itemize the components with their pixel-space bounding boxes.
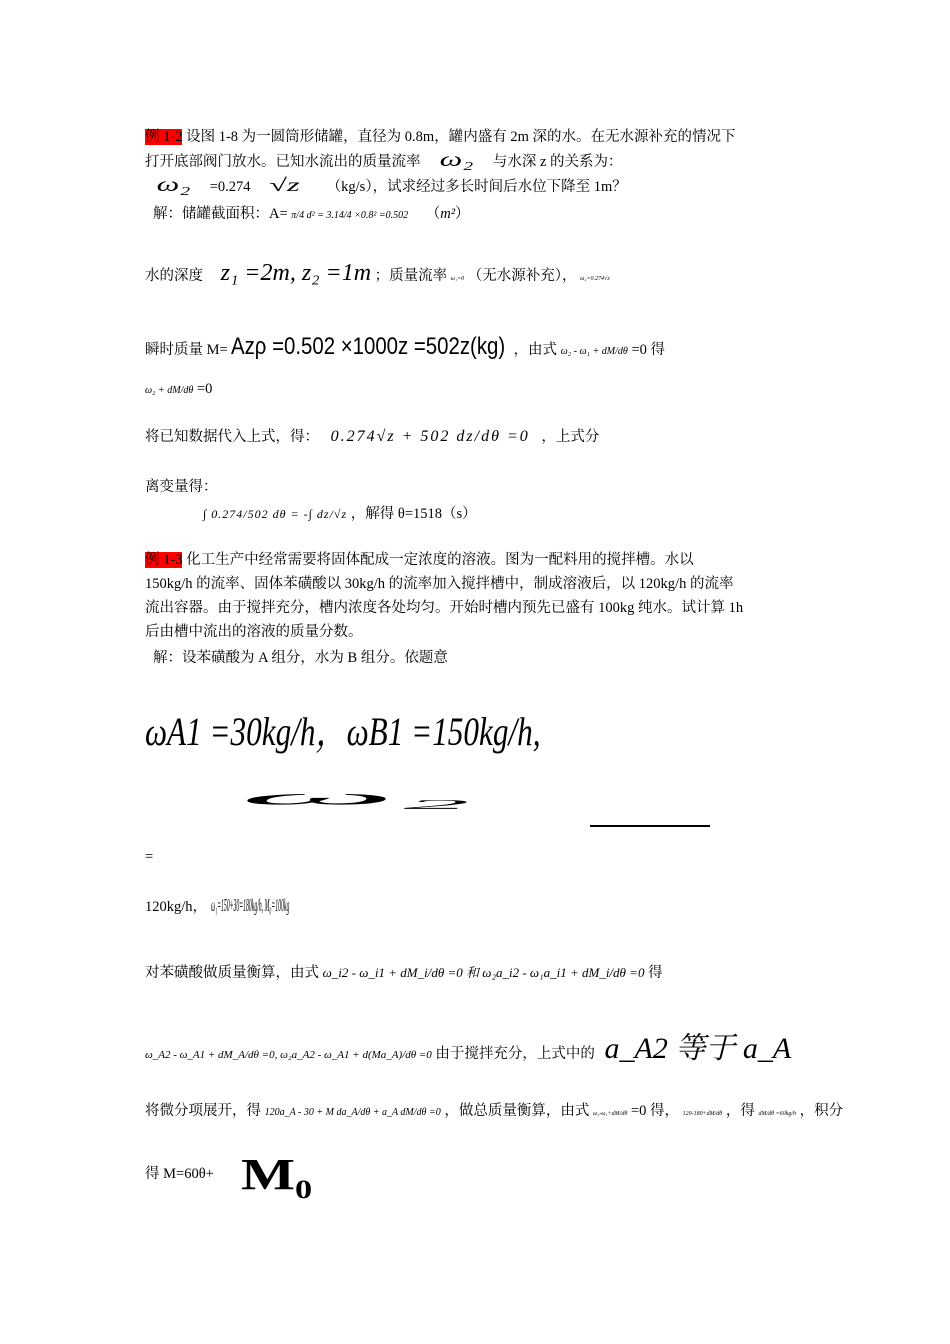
ex12-line6 (145, 333, 665, 363)
solution-text: 解：储罐截面积：A= (153, 206, 288, 222)
ex12-text: （kg/s），试求经过多长时间后水位下降至 1m？ (326, 179, 627, 195)
mass-label: 瞬时质量 M= (145, 342, 228, 358)
mass-small-eq: ω₂ - ω₁ + dM/dθ (560, 346, 628, 357)
ex13-flow-row (145, 894, 335, 918)
eq-sign-row (145, 846, 153, 868)
depth-equation: z₁ =2m, z₂ =1m (220, 260, 372, 286)
flow-note: （无水源补充）， (467, 268, 577, 284)
ex13-line3: 流出容器。由于搅拌充分，槽内浓度各处均匀。开始时槽内预先已盛有 100kg 纯水。试计算 1h (145, 600, 744, 616)
balance2-text: 由于搅拌充分，上式中的 (435, 1046, 595, 1062)
equation-value: =0.274 (209, 179, 251, 195)
depth-label: 水的深度 (145, 268, 203, 284)
integ-label: 得 M=60θ+ (145, 1166, 214, 1182)
eq2-result: =0 (196, 381, 213, 397)
ex12-text: 与水深 z 的关系为： (492, 154, 623, 170)
ex12-text: 设图 1-8 为一圆筒形储罐，直径为 0.8m，罐内盛有 2m 深的水。在无水源补充的情况下 (186, 129, 736, 145)
sep-label: 离变量得： (145, 479, 218, 495)
example-tag: 例 1-2 (145, 129, 183, 145)
sub-label: 将已知数据代入上式，得： (145, 429, 319, 445)
balance-result: 得 (648, 965, 663, 981)
balance-label: 对苯磺酸做质量衡算，由式 (145, 965, 319, 981)
flow-label: ；质量流率 (374, 268, 448, 284)
ex12-line5 (145, 262, 610, 290)
sep-result: ，解得 θ=1518（s） (350, 506, 477, 522)
ex12-line10 (145, 503, 477, 525)
underline (590, 825, 710, 827)
balance2-equation: ω_A2 - ω_A1 + dM_A/dθ =0, ω₂a_A2 - ω_A1 + d(Ma_A)/dθ =0 (145, 1049, 432, 1061)
total-tiny2: 120-180+dM/dθ (682, 1111, 723, 1117)
total-text: ，积分 (799, 1103, 844, 1119)
big-equation: ωA1 =30kg/h，ωB1 =150kg/h, (145, 709, 541, 754)
ex12-line8 (145, 426, 599, 448)
total-tiny1: ω₂-ω₁+dM/dθ (592, 1111, 628, 1117)
omega-symbol: ω₂ (439, 149, 474, 171)
squeezed-equation: ω₁=150+30=180kg/h, M₀=100kg (210, 895, 289, 915)
balance2-row (145, 1032, 792, 1066)
eq-sign: = (145, 849, 154, 865)
eq2-small: ω₂ + dM/dθ (145, 385, 194, 396)
sep-equation: ∫ 0.274/502 dθ = -∫ dz/√z (203, 507, 348, 521)
area-unit: m² (440, 206, 456, 222)
sub-tail: ，上式分 (541, 429, 600, 445)
ex12-line9 (145, 476, 218, 498)
flow-tiny-eq: ω₁=0 (450, 276, 465, 282)
flow-tiny-eq2: ω₂=0.274√z (580, 276, 610, 282)
ex13-line2: 150kg/h 的流率、固体苯磺酸以 30kg/h 的流率加入搅拌槽中，制成溶液后，以 120kg/h 的流率 (145, 576, 734, 592)
example-tag: 例 1-3 (145, 552, 183, 568)
omega-symbol: ω₂ (156, 174, 191, 196)
area-formula: π/4 d² = 3.14/4 ×0.8² =0.502 (291, 210, 409, 221)
expand-equation: 120a_A - 30 + M da_A/dθ + a_A dM/dθ =0 (264, 1107, 441, 1118)
ex13-big-equation-row (145, 708, 652, 765)
total-tiny3: dM/dθ =60kg/h (758, 1111, 797, 1117)
m0-symbol: M₀ (241, 1149, 313, 1199)
mass-text: =0 得 (631, 342, 665, 358)
omega-wide-symbol (240, 784, 710, 832)
flow-out: 120kg/h， (145, 899, 208, 915)
total-text: ，得 (725, 1103, 755, 1119)
ex12-line2 (145, 149, 623, 173)
ex12-line1 (145, 126, 735, 148)
balance-equation: ω_i2 - ω_i1 + dM_i/dθ =0 和 ω₂a_i2 - ω₁a_i1 + dM_i/dθ =0 (322, 965, 645, 980)
ex12-line4: 解：储罐截面积：A= π/4 d² = 3.14/4 ×0.8² =0.502 （m²） (153, 206, 470, 222)
ex13-text: 化工生产中经常需要将固体配成一定浓度的溶液。图为一配料用的搅拌槽。水以 (186, 552, 694, 568)
expand-row (145, 1100, 843, 1125)
equal-text: a_A2 等于 a_A (604, 1032, 792, 1065)
ex13-line5 (145, 647, 448, 669)
sqrt-z: √z (269, 175, 300, 195)
mass-equation: Azρ =0.502 ×1000z =502z(kg) (231, 333, 506, 360)
ex13-solution: 解：设苯磺酸为 A 组分，水为 B 组分。依题意 (153, 650, 448, 666)
ex12-text: 打开底部阀门放水。已知水流出的质量流率 (145, 154, 421, 170)
ex13-line1 (145, 549, 694, 571)
omega-stretched: ω₂ (240, 784, 472, 810)
ex12-line3 (145, 174, 627, 198)
total-text: =0 得， (630, 1103, 679, 1119)
ex13-line4: 后由槽中流出的溶液的质量分数。 (145, 624, 363, 640)
integ-row (145, 1149, 313, 1199)
expand-label: 将微分项展开，得 (145, 1103, 261, 1119)
mass-text: ，由式 (513, 342, 557, 358)
ex12-line7 (145, 378, 212, 402)
total-label: ，做总质量衡算，由式 (444, 1103, 590, 1119)
sub-equation: 0.274√z + 502 dz/dθ =0 (330, 428, 530, 445)
balance-row (145, 962, 663, 984)
